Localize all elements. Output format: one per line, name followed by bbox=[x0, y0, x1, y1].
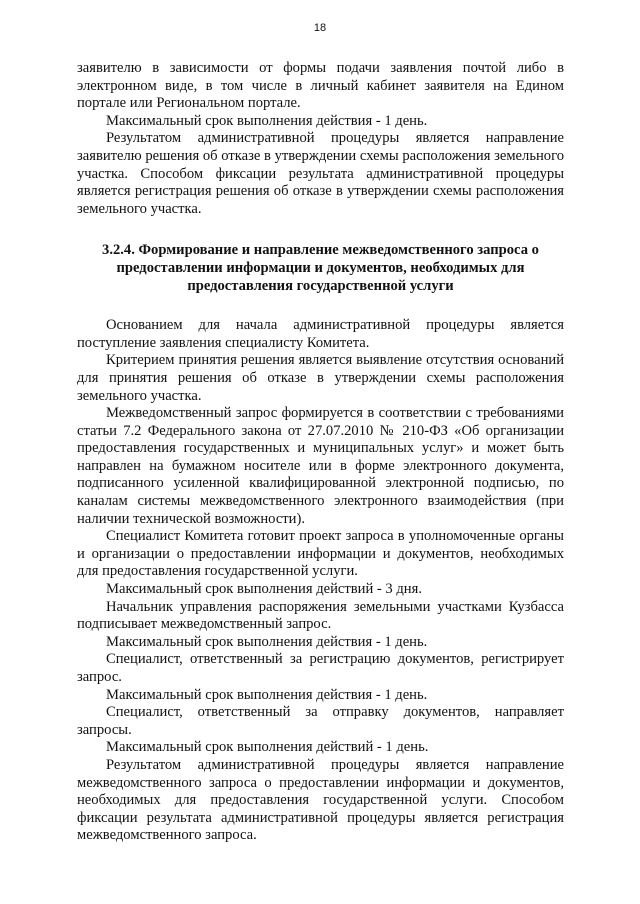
paragraph-specialist-prepares: Специалист Комитета готовит проект запроса в уполномоченные органы и организации о предоставлении информации и документов, необходимых для предоставления государственной услуги. bbox=[77, 528, 564, 580]
paragraph-procedure-result: Результатом административной процедуры является направление межведомственного запроса о предоставлении информации и документов, необходимых для предоставления государственной услуги. Способом фиксации результата административной процедуры является регистрация межведомственного запроса. bbox=[77, 756, 564, 844]
document-body bbox=[77, 60, 564, 845]
paragraph-max-term: Максимальный срок выполнения действия - 1 день. bbox=[106, 112, 428, 129]
paragraph-criterion: Критерием принятия решения является выявление отсутствия оснований для принятия решения об отказе в утверждении схемы расположения земельного участка. bbox=[77, 352, 564, 404]
paragraph-dispatch: Специалист, ответственный за отправку документов, направляет запросы. bbox=[77, 704, 564, 738]
paragraph-basis: Основанием для начала административной процедуры является поступление заявления специалисту Комитета. bbox=[77, 317, 564, 351]
paragraph-max-term-1-day: Максимальный срок выполнения действия - 1 день. bbox=[106, 686, 428, 703]
section-heading: 3.2.4. Формирование и направление межведомственного запроса о предоставлении информации и документов, необходимых для предоставления государственной услуги bbox=[102, 242, 539, 294]
paragraph-head-signs: Начальник управления распоряжения земельными участками Кузбасса подписывает межведомственный запрос. bbox=[77, 598, 564, 633]
paragraph-max-term-1-day: Максимальный срок выполнения действия - 1 день. bbox=[106, 633, 428, 650]
paragraph-max-term-3-days: Максимальный срок выполнения действий - 3 дня. bbox=[106, 581, 422, 598]
paragraph-continuation: заявителю в зависимости от формы подачи заявления почтой либо в электронном виде, в том числе в личный кабинет заявителя на Едином портале или Региональном портале. bbox=[77, 60, 564, 112]
page-number: 18 bbox=[313, 22, 327, 34]
paragraph-max-term-1-day: Максимальный срок выполнения действий - 1 день. bbox=[106, 739, 429, 756]
paragraph-result: Результатом административной процедуры является направление заявителю решения об отказе в утверждении схемы расположения земельного участка. Способом фиксации результата административной процедуры является регистрация решения об отказе в утверждении схемы расположения земельного участка. bbox=[77, 130, 564, 217]
paragraph-interagency-request: Межведомственный запрос формируется в соответствии с требованиями статьи 7.2 Федерального закона от 27.07.2010 № 210-ФЗ «Об организации предоставления государственных и муниципальных услуг» и может быть направлен на бумажном носителе или в форме электронного документа, подписанного усиленной квалифицированной электронной подписью, по каналам системы межведомственного электронного взаимодействия (при наличии технической возможности). bbox=[77, 405, 564, 527]
paragraph-registration: Специалист, ответственный за регистрацию документов, регистрирует запрос. bbox=[77, 651, 564, 685]
